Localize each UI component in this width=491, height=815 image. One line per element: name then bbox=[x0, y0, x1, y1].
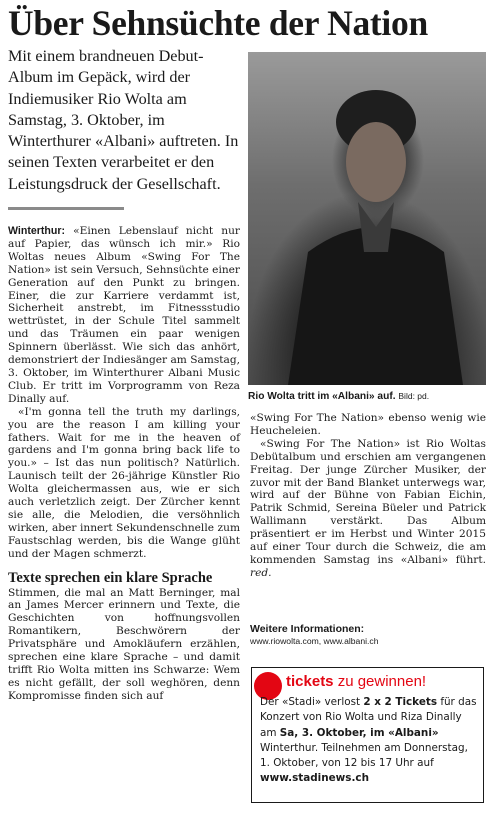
info-title: Weitere Informationen: bbox=[250, 623, 365, 635]
portrait-photo bbox=[248, 52, 486, 385]
photo-caption bbox=[248, 390, 488, 403]
body-text: «Swing For The Nation» ist Rio Woltas Debütalbum und erschien am vergangenen Freitag. Der junge Zürcher Musiker, der zuvor mit der Band Blanket unterwegs war, wird auf der Bühne von Fabian Eichin, Patrik Schmid, Sereina Büeler und Patrick Wallimann verstärkt. Das Album präsentiert er im Herbst und Winter 2015 auf einer Tour durch die Schweiz, die am kommenden Samstag ins «Albani» führt. bbox=[250, 437, 486, 566]
article-body-left bbox=[8, 225, 240, 703]
body-paragraph: «I'm gonna tell the truth my darlings, you are the reason I am killing your fathers. Wait for me in the heaven of gardens and I'm gonna bring back life to you.» – Ist das nun politisch? Natürlich. Launisch teilt der 26-jährige Künstler Rio Wolta gleichermassen aus, wie er sich auch verletzlich zeigt. Der Zürcher kennt sie alle, die Melodien, die versöhnlich wirken, aber innert Sekundenschnelle zum Faustschlag werden, bis die Wange glüht und der Magen schmerzt. bbox=[8, 405, 240, 560]
promo-link[interactable]: www.stadinews.ch bbox=[260, 772, 369, 785]
body-paragraph: Stimmen, die mal an Matt Berninger, mal an James Mercer erinnern und Texte, die Geschichten von hoffnungsvollen Romantikern, Beschwörern der Privatsphäre und Amokläufern erzählen, sprechen eine klare Sprache – und damit trifft Rio Wolta mitten ins Schwarze: Wem es nicht gefällt, der soll weghören, denn Kompromisse finden sich auf bbox=[8, 586, 240, 702]
author-signature: red. bbox=[250, 566, 272, 579]
lead-paragraph: Mit einem brandneuen Debut-Album im Gepäck, wird der Indiemusiker Rio Wolta am Samstag, 3. Oktober, im Winterthurer «Albani» auftreten. In seinen Texten verarbeitet er den Leistungsdruck der Gesellschaft. bbox=[8, 47, 239, 193]
promo-text: Der «Stadi» verlost 2 x 2 Tickets für das Konzert von Rio Wolta und Riza Dinally am Sa, 3. Oktober, im «Albani» Winterthur. Teilnehmen am Donnerstag, 1. Oktober, von 12 bis 17 Uhr auf www.stadinews.ch bbox=[260, 696, 477, 785]
ticket-promo-box bbox=[251, 667, 484, 803]
article-body-right bbox=[250, 412, 486, 580]
dateline: Winterthur: bbox=[8, 225, 65, 237]
body-paragraph: «Swing For The Nation» ebenso wenig wie Heucheleien. bbox=[250, 412, 486, 437]
caption-text: Rio Wolta tritt im «Albani» auf. bbox=[248, 391, 396, 402]
subheading: Texte sprechen ein klare Sprache bbox=[8, 569, 213, 586]
body-paragraph bbox=[8, 225, 240, 406]
photo-credit: Bild: pd. bbox=[398, 391, 430, 401]
promo-title: tickets zu gewinnen! bbox=[286, 673, 427, 690]
body-paragraph bbox=[250, 438, 486, 580]
info-links[interactable]: www.riowolta.com, www.albani.ch bbox=[250, 636, 379, 646]
headline: Über Sehnsüchte der Nation bbox=[8, 3, 428, 43]
portrait-photo-icon bbox=[248, 52, 486, 385]
lead-divider bbox=[8, 207, 124, 210]
body-text: «Einen Lebenslauf nicht nur auf Papier, das wünsch ich mir.» Rio Woltas neues Album «Swing For The Nation» ist sein Versuch, Sehnsüchte einer Generation auf den Punkt zu bringen. Einer, die zur Karriere verdammt ist, Sicherheit anstrebt, im Fitnessstudio wettrüstet, in der Schule Titel sammelt und das Träumen ein paar wenigen Spinnern überlässt. Wie sich das anhört, demonstriert der Indiesänger am Samstag, 3. Oktober, im Winterthurer Albani Music Club. Er tritt im Vorprogramm von Reza Dinally auf. bbox=[8, 225, 240, 405]
